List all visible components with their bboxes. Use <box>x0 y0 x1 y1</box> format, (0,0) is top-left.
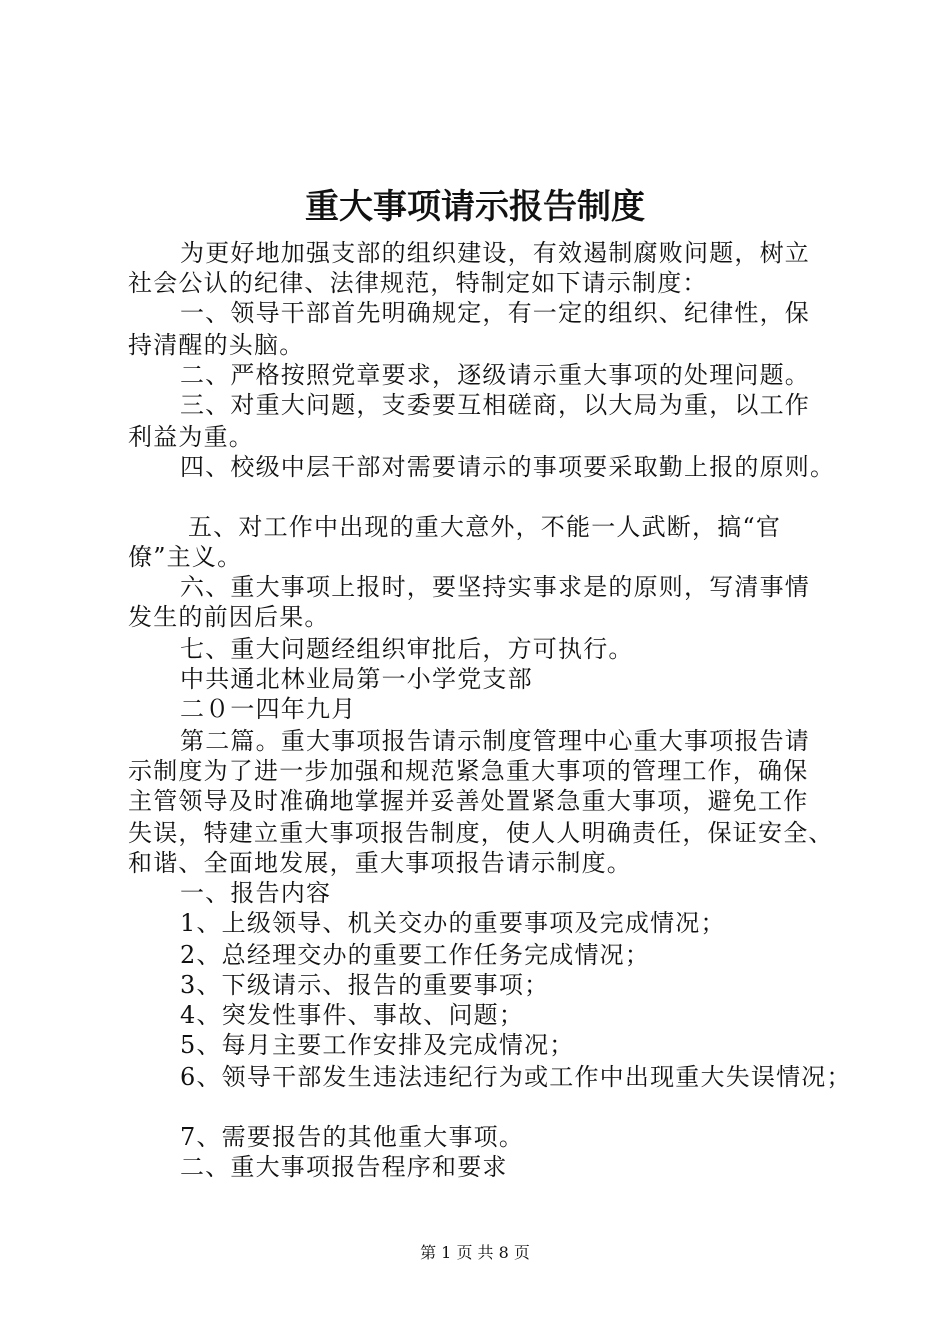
paragraph-line: 社会公认的纪律、法律规范，特制定如下请示制度： <box>128 269 708 297</box>
list-item: 4、突发性事件、事故、问题； <box>180 1001 525 1029</box>
paragraph-line: 七、重大问题经组织审批后，方可执行。 <box>180 635 634 663</box>
paragraph-line: 第二篇。重大事项报告请示制度管理中心重大事项报告请 <box>180 727 810 755</box>
paragraph-line: 利益为重。 <box>128 423 254 451</box>
signature-organization: 中共通北林业局第一小学党支部 <box>180 665 533 693</box>
list-item: 3、下级请示、报告的重要事项； <box>180 971 550 999</box>
paragraph-line: 示制度为了进一步加强和规范紧急重大事项的管理工作，确保 <box>128 757 809 785</box>
paragraph-line: 为更好地加强支部的组织建设，有效遏制腐败问题，树立 <box>180 239 810 267</box>
paragraph-line: 一、领导干部首先明确规定，有一定的组织、纪律性，保 <box>180 299 810 327</box>
list-item: 2、总经理交办的重要工作任务完成情况； <box>180 941 651 969</box>
section-heading: 二、重大事项报告程序和要求 <box>180 1153 508 1181</box>
paragraph-line: 主管领导及时准确地掌握并妥善处置紧急重大事项，避免工作 <box>128 787 809 815</box>
paragraph-line: 三、对重大问题，支委要互相磋商，以大局为重，以工作 <box>180 391 810 419</box>
paragraph-line: 四、校级中层干部对需要请示的事项要采取勤上报的原则。 <box>180 453 836 481</box>
list-item: 5、每月主要工作安排及完成情况； <box>180 1031 575 1059</box>
document-title: 重大事项请示报告制度 <box>305 187 645 227</box>
section-heading: 一、报告内容 <box>180 879 332 907</box>
paragraph-line: 六、重大事项上报时，要坚持实事求是的原则，写清事情 <box>180 573 810 601</box>
page-number-footer: 第 1 页 共 8 页 <box>420 1243 530 1262</box>
list-item: 1、上级领导、机关交办的重要事项及完成情况； <box>180 909 726 937</box>
paragraph-line: 发生的前因后果。 <box>128 603 330 631</box>
paragraph-line: 失误，特建立重大事项报告制度，使人人明确责任，保证安全、 <box>128 819 834 847</box>
list-item: 6、领导干部发生违法违纪行为或工作中出现重大失误情况； <box>180 1063 852 1091</box>
paragraph-line: 五、对工作中出现的重大意外，不能一人武断，搞“官 <box>188 513 782 541</box>
paragraph-line: 二、严格按照党章要求，逐级请示重大事项的处理问题。 <box>180 361 810 389</box>
signature-date: 二０一四年九月 <box>180 695 357 723</box>
list-item: 7、需要报告的其他重大事项。 <box>180 1123 525 1151</box>
paragraph-line: 持清醒的头脑。 <box>128 331 305 359</box>
paragraph-line: 僚”主义。 <box>128 543 243 571</box>
paragraph-line: 和谐、全面地发展，重大事项报告请示制度。 <box>128 849 632 877</box>
